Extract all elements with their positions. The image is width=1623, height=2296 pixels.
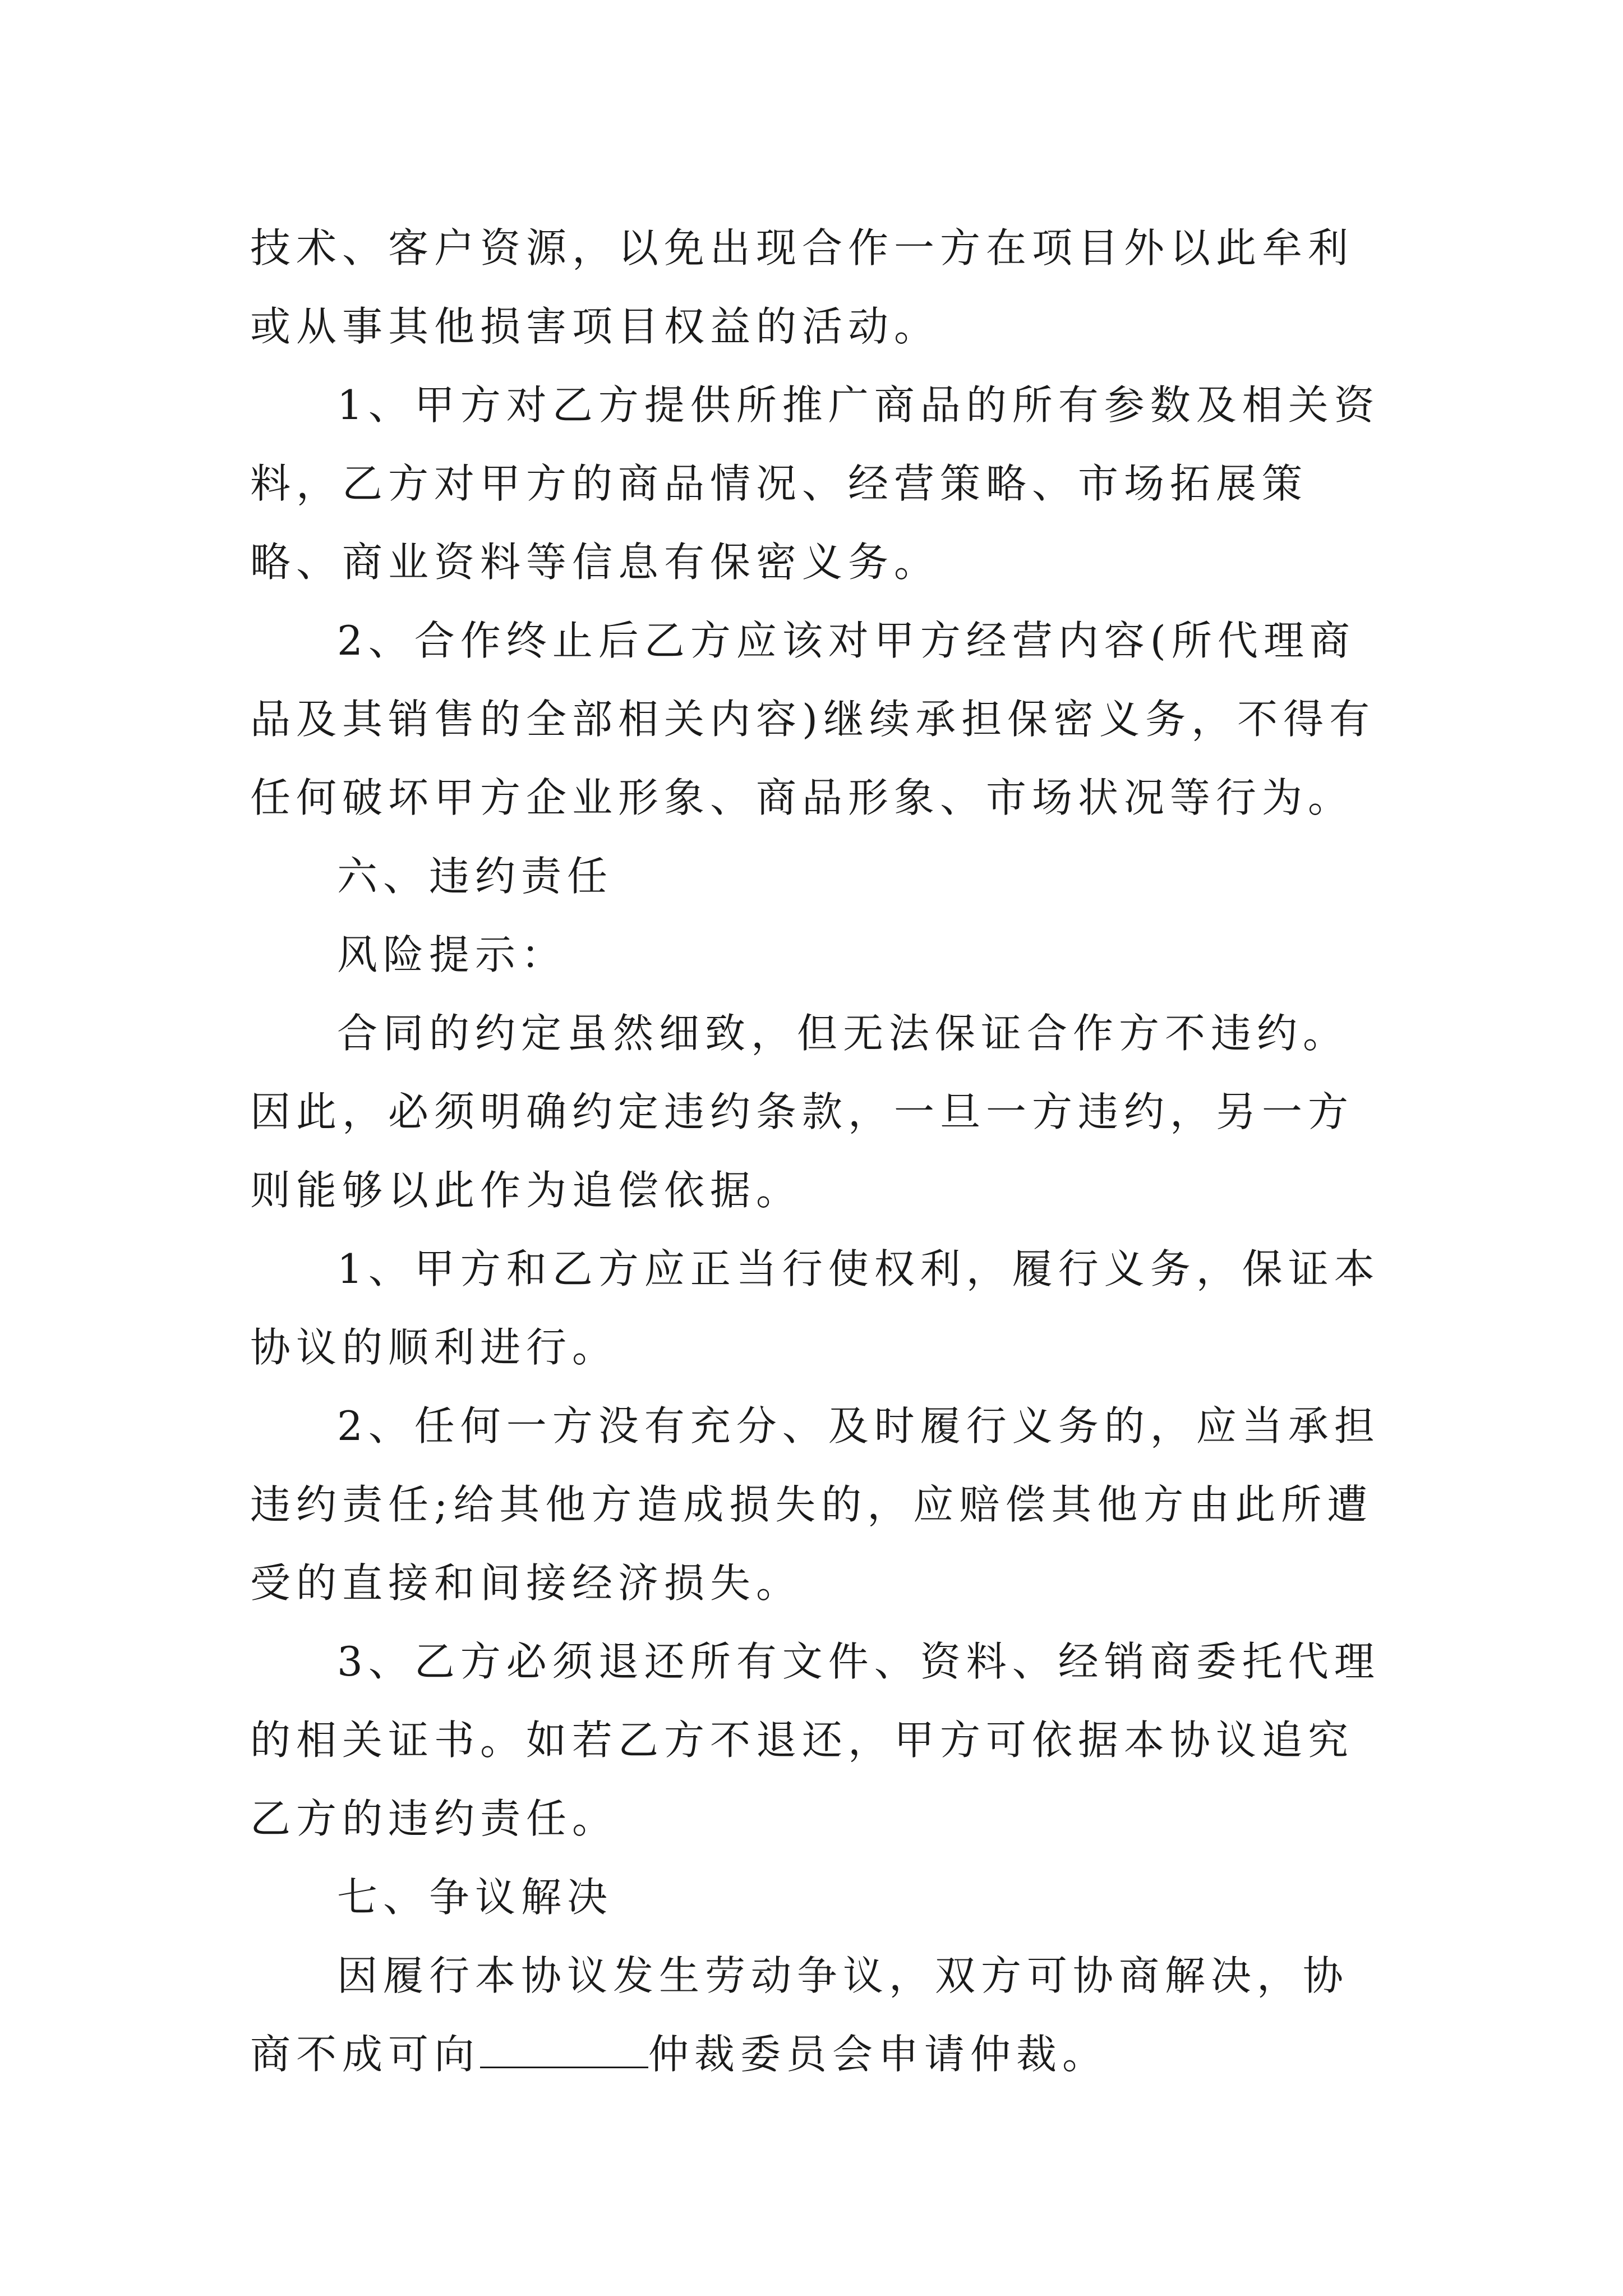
paragraph-8: 3、乙方必须退还所有文件、资料、经销商委托代理的相关证书。如若乙方不退还，甲方可依据本协议追究乙方的违约责任。	[250, 1638, 1380, 1842]
paragraph-5: 合同的约定虽然细致，但无法保证合作方不违约。因此，必须明确约定违约条款，一旦一方违约，另一方则能够以此作为追偿依据。	[250, 1010, 1354, 1214]
arbitration-text-after: 仲裁委员会申请仲裁。	[648, 2031, 1109, 2078]
paragraph-7: 2、任何一方没有充分、及时履行义务的，应当承担违约责任;给其他方造成损失的，应赔偿其他方由此所遭受的直接和间接经济损失。	[250, 1402, 1380, 1607]
paragraph-arbitration	[250, 1936, 1383, 2093]
section-heading-dispute-resolution: 七、争议解决	[337, 1874, 614, 1921]
paragraph-0: 技术、客户资源，以免出现合作一方在项目外以此牟利或从事其他损害项目权益的活动。	[250, 224, 1354, 350]
risk-notice-label: 风险提示：	[337, 931, 568, 978]
document-body	[250, 209, 1383, 2093]
arbitration-blank-field	[480, 2033, 648, 2068]
section-heading-breach-liability: 六、违约责任	[337, 853, 614, 900]
paragraph-6: 1、甲方和乙方应正当行使权利，履行义务，保证本协议的顺利进行。	[250, 1245, 1380, 1371]
paragraph-1: 1、甲方对乙方提供所推广商品的所有参数及相关资料，乙方对甲方的商品情况、经营策略、市场拓展策略、商业资料等信息有保密义务。	[250, 381, 1380, 586]
arbitration-text-before: 因履行本协议发生劳动争议，双方可协商解决，协商不成可向	[250, 1952, 1349, 2078]
paragraph-2: 2、合作终止后乙方应该对甲方经营内容(所代理商品及其销售的全部相关内容)继续承担保密义务，不得有任何破坏甲方企业形象、商品形象、市场状况等行为。	[250, 617, 1376, 821]
